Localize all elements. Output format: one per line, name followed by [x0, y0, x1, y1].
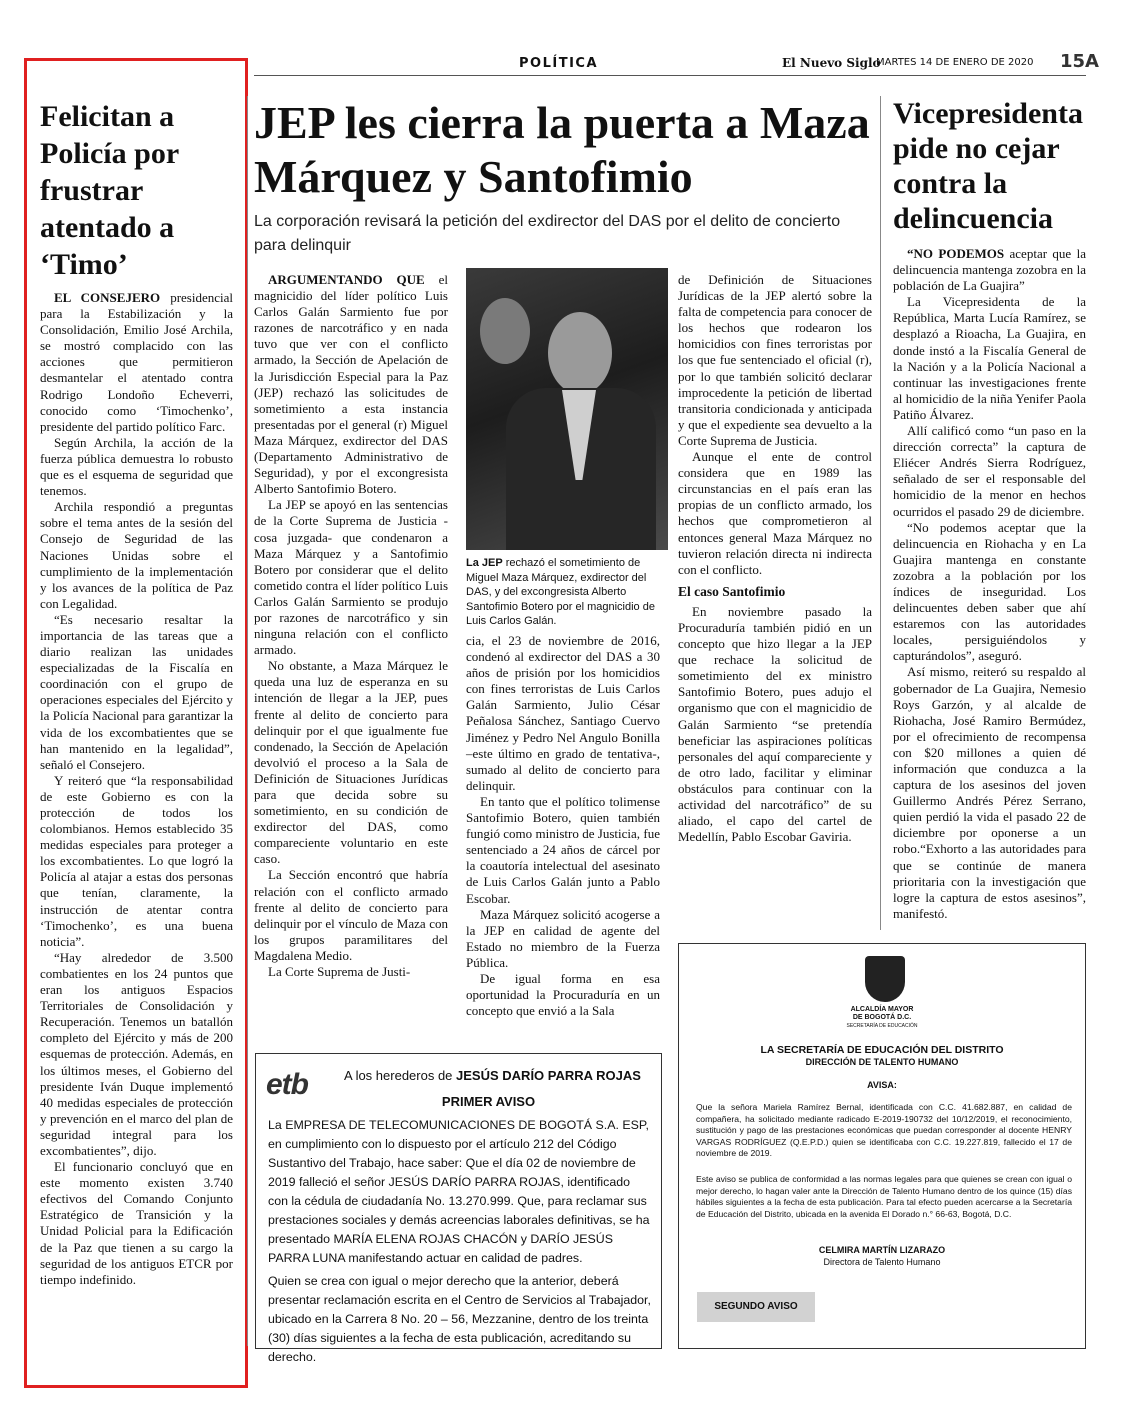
main-deck: La corporación revisará la petición del exdirector del DAS por el delito de concierto para delinquir: [254, 213, 841, 254]
section-label: POLÍTICA: [519, 56, 599, 71]
etb-recipient: A los herederos de JESÚS DARÍO PARRA ROJAS: [344, 1068, 641, 1083]
sed-title: LA SECRETARÍA DE EDUCACIÓN DEL DISTRITO DIRECCIÓN DE TALENTO HUMANO: [760, 1044, 1004, 1067]
etb-notice-ad: [255, 1053, 662, 1364]
subheading: El caso Santofimio: [678, 583, 786, 599]
sed-signature: CELMIRA MARTÍN LIZARAZO Directora de Talento Humano: [818, 1245, 946, 1267]
left-paragraph: “Es necesario resaltar la importancia de las tareas que a diario realizan las unidades especializadas de la Fiscalía en coordinación con el grupo de operaciones especiales del Ejército y la Policía Nacional para garantizar la vida de los excombatientes que se han mantenido en la legalidad”, señaló el Consejero.: [40, 611, 233, 772]
main-paragraph: En tanto que el político tolimense Santofimio Botero, quien también fungió como ministro de Justicia, fue sentenciado a 24 años de cárcel por la coautoría intelectual del asesinato de Luis Carlos Galán junto a Pablo Escobar.: [466, 793, 660, 906]
main-paragraph: En noviembre pasado la Procuraduría también pidió en un concepto que hizo llegar a la JEP que rechace la solicitud de sometimiento del ex ministro Santofimio Botero, pues adujo el organismo que con el magnicidio de Galán Sarmiento “se pretendía beneficiar las aspiraciones políticas personales del aquí compareciente y de otro lado, facilitar y eliminar obstáculos para continuar con la actividad del narcotráfico” de su aliado, el capo del cartel de Medellín, Pablo Escobar Gaviria.: [678, 603, 872, 845]
page-header: [254, 50, 1099, 76]
caption-text: rechazó el sometimiento de Miguel Maza Márquez, exdirector del DAS, y del excongresista Alberto Santofimio Botero por el magnicidio de Luis Carlos Galán.: [466, 557, 655, 627]
alcaldia-label: ALCALDÍA MAYOR DE BOGOTÁ D.C. SECRETARÍA DE EDUCACIÓN: [846, 1006, 918, 1029]
sed-avisa: AVISA:: [867, 1080, 897, 1090]
left-paragraph: El funcionario concluyó que en este momento existen 3.740 efectivos del Comando Conjunto Estratégico de Transición y la Unidad Policial para la Edificación de la Paz que tienen a su cargo la seguridad de los antiguos ETCR por tiempo indefinido.: [40, 1159, 233, 1287]
right-article-body: [893, 246, 1086, 922]
main-paragraph: de Definición de Situaciones Jurídicas de la JEP alertó sobre la falta de competencia para conocer de los hechos que rodearon los homicidios con fines terroristas por los que fue sentenciado el oficial (r), por lo que también solicitó declarar improcedente la petición de libertad transitoria condicionada y anticipada y que el expediente sea devuelto a la Corte Suprema de Justicia.: [678, 272, 872, 448]
main-headline: JEP les cierra la puerta a Maza Márquez y Santofimio: [254, 97, 870, 202]
left-headline: Felicitan a Policía por frustrar atentado a ‘Timo’: [40, 100, 179, 281]
etb-paragraph: Quien se crea con igual o mejor derecho que la anterior, deberá presentar reclamación escrita en el Centro de Servicios al Trabajador, ubicado en la Carrera 8 No. 20 – 56, Mezzanine, dentro de los treinta (30) días siguientes a la fecha de esta publicación, acreditando su derecho.: [268, 1274, 651, 1364]
issue-date: MARTES 14 DE ENERO DE 2020: [876, 57, 1034, 68]
sed-paragraph: Este aviso se publica de conformidad a las normas legales para que quienes se crean con igual o mejor derecho, lo hagan valer ante la Dirección de Talento Humano dentro de los quince (15) días hábiles siguientes a la fecha de esta publicación. Para tal efecto pueden acercarse a la Secretaría de Educación del Distrito, ubicada en la avenida El Dorado n.° 66-63, Bogotá, D.C.: [696, 1174, 1072, 1219]
right-paragraph: Así mismo, reiteró su respaldo al gobernador de La Guajira, Nemesio Roys Garzón, y al alcalde de Riohacha, José Ramiro Bermúdez, por el ofrecimiento de recompensa con $20 millones a quien dé información que conduzca a la captura de los asesinos del joven Guillermo Andrés Pérez Serrano, quien perdió la vida el pasado 22 de diciembre por oponerse a un robo.“Exhorto a las autoridades para que se continúe de manera prioritaria con la investigación que logre la captura de estos asesinos”, manifestó.: [893, 664, 1086, 921]
right-paragraph: aceptar que la delincuencia mantenga zozobra en la población de La Guajira”: [893, 246, 1086, 294]
main-paragraph: cia, el 23 de noviembre de 2016, condenó al exdirector del DAS a 30 años de prisión por los homicidios con fines terroristas de Luis Carlos Galán Sarmiento, Julio César Peñalosa Sánchez, Santiago Cuervo Jiménez y Pedro Nel Angulo Bonilla –este último en grado de tentativa-, sumado al delito de concierto para delinquir.: [466, 633, 660, 793]
main-paragraph: La Sección encontró que habría relación con el conflicto armado frente al delito de concierto para delinquir por el vínculo de Maza con los grupos paramilitares del Magdalena Medio.: [254, 867, 448, 963]
sed-notice-ad: [678, 943, 1086, 1349]
main-lead: ARGUMENTANDO QUE: [268, 272, 425, 287]
left-lead: EL CONSEJERO: [54, 290, 161, 305]
left-article-body: [40, 290, 233, 1288]
main-column-2: [466, 633, 660, 1019]
bogota-shield-icon: [865, 956, 905, 1002]
main-paragraph: De igual forma en esa oportunidad la Procuraduría en un concepto que envió a la Sala: [466, 970, 660, 1019]
main-paragraph: Aunque el ente de control considera que en 1989 las circunstancias en el país eran las propias de un conflicto armado, los hechos que comprometieron al entonces general Maza Márquez no tuvieron relación directa ni indirecta con el conflicto.: [678, 449, 872, 577]
main-paragraph: La JEP se apoyó en las sentencias de la Corte Suprema de Justicia -cosa juzgada- que condenaron a Maza Márquez y a Santofimio Botero por considerar que el delito cometido contra el líder político Luis Carlos Galán Sarmiento se produjo por razones de narcotráfico y sin ninguna relación con el conflicto armado.: [254, 497, 448, 658]
etb-logo: etb: [266, 1068, 308, 1101]
left-paragraph: Según Archila, la acción de la fuerza pública demuestra lo robusto que es el esquema de seguridad que tenemos.: [40, 434, 233, 499]
news-photo: [466, 268, 668, 550]
right-lead: “NO PODEMOS: [907, 246, 1005, 261]
photo-caption: [466, 556, 670, 629]
main-paragraph: No obstante, a Maza Márquez le queda una luz de esperanza en su intención de llegar a la JEP, pues frente al delito de concierto para delinquir por el que igualmente fue condenado, la Sección de Apelación devolvió el proceso a la Sala de Definición de Situaciones Jurídicas para que decida sobre su sometimiento, en su condición de exdirector del DAS, como compareciente voluntario en este caso.: [254, 658, 448, 867]
left-paragraph: Y reiteró que “la responsabilidad de este Gobierno es con la protección de todos los colombianos. Hemos establecido 35 medidas especiales para proteger a los excombatientes. Lo que logró la Policía al atajar a estas dos personas que tenían, claramente, la instrucción de atentar contra ‘Timochenko’, es una buena noticia”.: [40, 772, 233, 949]
left-paragraph: Archila respondió a preguntas sobre el tema antes de la sesión del Consejo de Seguridad de las Naciones Unidas sobre el cumplimiento de la implementación y los avances de la política de Paz con Legalidad.: [40, 499, 233, 611]
main-column-3: [678, 272, 872, 845]
etb-paragraph: La EMPRESA DE TELECOMUNICACIONES DE BOGOTÁ S.A. ESP, en cumplimiento con lo dispuesto por el artículo 212 del Código Sustantivo del Trabajo, hace saber: Que el día 02 de noviembre de 2019 falleció el señor JESÚS DARÍO PARRA ROJAS, identificado con la cédula de ciudadanía No. 13.270.999. Que, para reclamar sus prestaciones sociales y demás acreencias laborales definitivas, se ha presentado MARÍA ELENA ROJAS CHACÓN y DARÍO JESÚS PARRA LUNA manifestando actuar en calidad de padres.: [268, 1118, 650, 1265]
right-headline: Vicepresidenta pide no cejar contra la delincuencia: [893, 97, 1083, 235]
right-paragraph: Allí calificó como “un paso en la dirección correcta” la captura de Eliécer Andrés Sierra Rodríguez, señalado de ser el responsable del homicidio de la menor en hechos ocurridos el pasado 29 de diciembre.: [893, 423, 1086, 519]
segundo-aviso-badge: SEGUNDO AVISO: [697, 1292, 815, 1322]
left-paragraph: “Hay alrededor de 3.500 combatientes en los 24 puntos que eran los antiguos Espacios Territoriales de Consolidación y Recuperación. Tenemos un batallón completo del Ejército y más de 200 esquemas de protección. Además, en los últimos meses, el Gobierno del presidente Iván Duque implementó 40 medidas especiales de protección y prevención en el marco del plan de seguridad integral para los excombatientes”, dijo.: [40, 949, 233, 1158]
caption-lead: La JEP: [466, 557, 503, 569]
etb-notice-label: PRIMER AVISO: [441, 1094, 536, 1109]
newspaper-name: El Nuevo Siglo: [782, 56, 881, 70]
main-column-1: [254, 272, 448, 980]
sed-paragraph: Que la señora Mariela Ramírez Bernal, identificada con C.C. 41.682.887, en calidad de compañera, ha solicitado mediante radicado E-2019-190732 del 10/12/2019, el reconocimiento, sustitución y pago de las prestaciones económicas que puedan corresponder al docente HENRY VARGAS RODRÍGUEZ (Q.E.P.D.) quien se identificaba con C.C. 19.227.819, fallecido el 17 de noviembre de 2019.: [696, 1102, 1072, 1158]
main-paragraph: Maza Márquez solicitó acogerse a la JEP en calidad de agente del Estado no miembro de la Fuerza Pública.: [466, 906, 660, 970]
page-number: 15A: [1060, 51, 1099, 72]
column-rule: [247, 96, 248, 1346]
main-paragraph: el magnicidio del líder político Luis Carlos Galán Sarmiento fue por razones de narcotráfico y en nada tuvo que ver con el conflicto armado, la Sección de Apelación de la Jurisdicción Especial para la Paz (JEP) rechazó las solicitudes de sometimiento a esta instancia presentadas por el general (r) Miguel Maza Márquez, exdirector del DAS (Departamento Administrativo de Seguridad), y por el excongresista Alberto Santofimio Botero.: [254, 272, 448, 497]
right-paragraph: “No podemos aceptar que la delincuencia en Riohacha y en La Guajira mantenga en constante zozobra a la población por los índices de inseguridad. Los delincuentes deben saber que ahí estaremos con las autoridades locales, persiguiéndolos y capturándolos”, aseguró.: [893, 519, 1086, 664]
left-paragraph: presidencial para la Estabilización y la Consolidación, Emilio José Archila, se mostró complacido con las acciones que permitieron desmantelar el atentado contra Rodrigo Londoño Echeverri, conocido como ‘Timochenko’, presidente del partido político Farc.: [40, 290, 233, 434]
main-paragraph: La Corte Suprema de Justi-: [268, 964, 411, 980]
right-paragraph: La Vicepresidenta de la República, Marta Lucía Ramírez, se desplazó a Rioacha, La Guajira, en donde instó a la Fiscalía General de la Nación y a la Policía Nacional a continuar las investigaciones frente al homicidio de la niña Yenifer Paola Patiño Álvarez.: [893, 294, 1086, 422]
column-rule: [880, 96, 881, 930]
etb-body: [268, 1116, 653, 1371]
